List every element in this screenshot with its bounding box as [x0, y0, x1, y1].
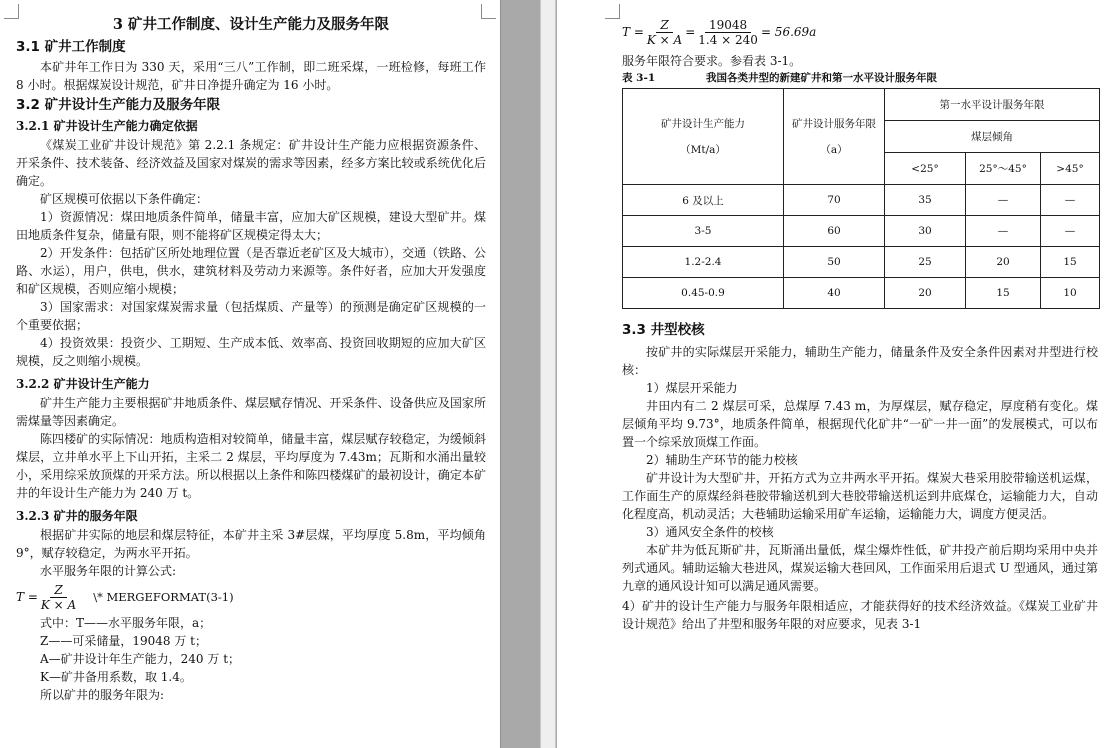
section-heading-3-2: 3.2 矿井设计生产能力及服务年限	[16, 97, 221, 113]
document-page-left	[0, 0, 500, 748]
cell-capacity: 1.2-2.4	[623, 247, 784, 278]
cell-angle-c: 10	[1041, 278, 1100, 309]
cell-angle-a: 20	[885, 278, 966, 309]
formula-fraction	[41, 583, 76, 612]
paragraph: 矿井设计为大型矿井，开拓方式为立井两水平开拓。煤炭大巷采用胶带输送机运煤，工作面生产的原煤经斜巷胶带输送机到大巷胶带输送机运到井底煤仓，运输能力大，自动化程度高，机动灵活；大巷辅助运输采用矿车运输，运输能力大，调度方便灵活。	[622, 471, 1098, 521]
cell-years: 50	[784, 247, 885, 278]
calc-fraction-symbolic	[647, 18, 682, 47]
calc-denominator-value: 1.4 × 240	[698, 32, 758, 47]
page-gutter	[500, 0, 557, 748]
cell-angle-b: 20	[966, 247, 1041, 278]
cell-angle-c: 15	[1041, 247, 1100, 278]
list-item: 2）开发条件：包括矿区所处地理位置（是否靠近老矿区及大城市），交通（铁路、公路、水运），用户，供电，供水，建筑材料及劳动力来源等。条件好者，应加大开发强度和矿区规模，否则应缩小规模；	[16, 246, 486, 296]
paragraph: 本矿井年工作日为 330 天，采用“三八”工作制，即二班采煤，一班检修，每班工作 8 小时。根据煤炭设计规范，矿井日净提升确定为 16 小时。	[16, 60, 486, 92]
section-heading-3-2-2: 3.2.2 矿井设计生产能力	[16, 377, 150, 391]
gutter-edge	[500, 0, 501, 748]
paragraph: 本矿井为低瓦斯矿井，瓦斯涌出量低，煤尘爆炸性低，矿井投产前后期均采用中央并列式通风。辅助运输大巷进风，煤炭运输大巷回风，工作面采用后退式 U 型通风，通过第九章的通风设计知可以满足通风需要。	[622, 543, 1098, 593]
cell-capacity: 0.45-0.9	[623, 278, 784, 309]
vertical-scrollbar[interactable]	[540, 0, 556, 748]
table-caption	[622, 70, 1098, 86]
paragraph: 矿区规模可依据以下条件确定：	[40, 192, 209, 206]
list-item: 1）资源情况：煤田地质条件简单，储量丰富，应加大矿区规模，建设大型矿井。煤田地质条件复杂，储量有限，则不能将矿区规模定得太大；	[16, 210, 486, 242]
formula-3-1	[16, 580, 486, 614]
page-content-right	[622, 12, 1098, 633]
table-header-row	[623, 89, 1100, 121]
definition-line: 式中：T——水平服务年限，a；	[40, 616, 212, 630]
page-content-left	[16, 14, 486, 704]
section-heading-3-1: 3.1 矿井工作制度	[16, 39, 126, 55]
header-service-life-unit: （a）	[820, 143, 848, 156]
section-heading-3-3: 3.3 井型校核	[622, 322, 705, 338]
cell-angle-c: —	[1041, 185, 1100, 216]
calc-numerator: Z	[656, 18, 672, 33]
table-row	[623, 278, 1100, 309]
header-capacity-unit: （Mt/a）	[680, 143, 726, 156]
paragraph: 按矿井的实际煤层开采能力，辅助生产能力，储量条件及安全条件因素对井型进行校核：	[622, 345, 1098, 377]
cell-years: 70	[784, 185, 885, 216]
table-header-cell	[784, 89, 885, 185]
table-header-cell	[623, 89, 784, 185]
definition-line: K—矿井备用系数，取 1.4。	[40, 670, 192, 684]
header-dip-angle: 煤层倾角	[885, 121, 1100, 153]
service-life-table	[622, 88, 1100, 309]
header-first-level: 第一水平设计服务年限	[885, 89, 1100, 121]
paragraph: 井田内有二 2 煤层可采，总煤厚 7.43 m，为厚煤层，赋存稳定，厚度稍有变化。煤层倾角平均 9.73°，地质条件简单，根据现代化矿井“一矿一井一面”的发展模式，可以布置一个综采放顶煤工作面。	[622, 399, 1098, 449]
definition-line: A—矿井设计年生产能力，240 万 t；	[40, 652, 241, 666]
list-item: 4）投资效果：投资少、工期短、生产成本低、效率高、投资回收期短的应加大矿区规模，反之则缩小规模。	[16, 336, 486, 368]
table-row	[623, 185, 1100, 216]
cell-angle-b: 15	[966, 278, 1041, 309]
header-angle: 25°～45°	[966, 153, 1041, 185]
calc-denominator: K × A	[646, 32, 683, 47]
paragraph: 所以矿井的服务年限为:	[40, 688, 165, 702]
section-heading-3-2-1: 3.2.1 矿井设计生产能力确定依据	[16, 119, 198, 133]
header-service-life: 矿井设计服务年限	[792, 117, 876, 130]
table-row	[623, 216, 1100, 247]
section-heading-3-2-3: 3.2.3 矿井的服务年限	[16, 509, 138, 523]
calc-fraction-numeric	[698, 18, 758, 47]
formula-calculation	[622, 12, 1098, 52]
list-item-heading: 1）煤层开采能力	[646, 381, 738, 395]
cell-years: 60	[784, 216, 885, 247]
cell-angle-b: —	[966, 216, 1041, 247]
paragraph: 矿井生产能力主要根据矿井地质条件、煤层赋存情况、开采条件、设备供应及国家所需煤量等因素确定。	[16, 396, 486, 428]
cell-angle-b: —	[966, 185, 1041, 216]
definition-line: Z——可采储量，19048 万 t；	[40, 634, 207, 648]
list-item: 3）国家需求：对国家煤炭需求量（包括煤质、产量等）的预测是确定矿区规模的一个重要依据；	[16, 300, 486, 332]
formula-numerator: Z	[50, 583, 66, 598]
paragraph: 陈四楼矿的实际情况：地质构造相对较简单，储量丰富，煤层赋存较稳定，为缓倾斜煤层，立井单水平上下山开拓，主采二 2 煤层，平均厚度为 7.43m；瓦斯和水涌出量较小，采用综采放顶煤的开采方法。所以根据以上条件和陈四楼煤矿的最初设计，确定本矿井的年设计生产能力为 240 万 t。	[16, 432, 486, 500]
formula-field-code: \* MERGEFORMAT(3-1)	[93, 590, 234, 604]
paragraph: 4）矿井的设计生产能力与服务年限相适应，才能获得好的技术经济效益。《煤炭工业矿井设计规范》给出了井型和服务年限的对应要求，见表 3-1	[622, 599, 1098, 631]
cell-angle-a: 35	[885, 185, 966, 216]
table-label: 表 3-1	[622, 72, 656, 84]
table-title: 我国各类井型的新建矿井和第一水平设计服务年限	[706, 72, 937, 84]
cell-angle-a: 25	[885, 247, 966, 278]
cell-capacity: 3-5	[623, 216, 784, 247]
list-item-heading: 2）辅助生产环节的能力校核	[646, 453, 798, 467]
cell-capacity: 6 及以上	[623, 185, 784, 216]
paragraph: 服务年限符合要求。参看表 3-1。	[622, 54, 802, 68]
cell-angle-c: —	[1041, 216, 1100, 247]
document-page-right	[557, 0, 1120, 748]
chapter-title: 3 矿井工作制度、设计生产能力及服务年限	[112, 16, 390, 33]
calc-result: = 56.69a	[760, 25, 817, 39]
cell-years: 40	[784, 278, 885, 309]
page-corner-mark	[605, 4, 620, 19]
formula-denominator: K × A	[40, 597, 77, 612]
calc-numerator-value: 19048	[705, 18, 751, 33]
list-item-heading: 3）通风安全条件的校核	[646, 525, 774, 539]
paragraph: 水平服务年限的计算公式:	[40, 564, 177, 578]
paragraph: 《煤炭工业矿井设计规范》第 2.2.1 条规定：矿井设计生产能力应根据资源条件、开采条件、技术装备、经济效益及国家对煤炭的需求等因素，经多方案比较或系统优化后确定。	[16, 138, 486, 188]
calc-equals: =	[685, 25, 696, 39]
cell-angle-a: 30	[885, 216, 966, 247]
header-capacity: 矿井设计生产能力	[661, 117, 745, 130]
calc-lhs: T =	[622, 25, 644, 39]
formula-lhs: T =	[16, 590, 38, 604]
header-angle: >45°	[1041, 153, 1100, 185]
table-row	[623, 247, 1100, 278]
paragraph: 根据矿井实际的地层和煤层特征，本矿井主采 3#层煤，平均厚度 5.8m，平均倾角 9°，赋存较稳定，为两水平开拓。	[16, 528, 486, 560]
header-angle: <25°	[885, 153, 966, 185]
